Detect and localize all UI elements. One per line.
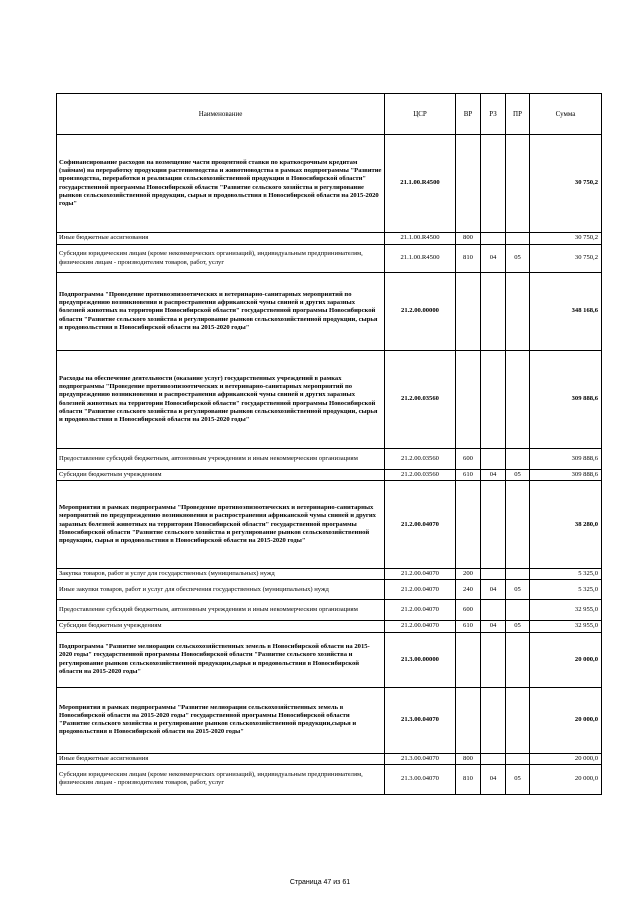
- row-name: Субсидии бюджетным учреждениям: [57, 470, 385, 481]
- row-csr: 21.1.00.R4500: [385, 135, 456, 233]
- row-name: Софинансирование расходов на возмещение части процентной ставки по краткосрочным кредитам (займам) на переработку продукции растениеводства и животноводства в рамках подпрограммы "Развитие производства, переработки и реализации сельскохозяйственной продукции в Новосибирской области" государственной программы Новосибирской области "Развитие сельского хозяйства и регулирование рынков сельскохозяйственной продукции, сырья и продовольствия в Новосибирской области на 2015-2020 годы": [57, 135, 385, 233]
- table-row: [57, 764, 602, 794]
- row-pr: 05: [506, 470, 530, 481]
- row-csr: 21.3.00.04070: [385, 764, 456, 794]
- page-number: Страница 47 из 61: [289, 879, 351, 886]
- row-vr: [456, 273, 481, 351]
- row-rz: 04: [481, 580, 506, 600]
- row-name: Предоставление субсидий бюджетным, автономным учреждениям и иным некоммерческим организациям: [57, 449, 385, 470]
- row-vr: 800: [456, 233, 481, 245]
- row-pr: [506, 135, 530, 233]
- row-pr: [506, 351, 530, 449]
- row-pr: [506, 632, 530, 687]
- header-pr: ПР: [506, 94, 530, 135]
- row-sum: 348 168,6: [530, 273, 602, 351]
- row-csr: 21.3.00.00000: [385, 632, 456, 687]
- row-vr: [456, 351, 481, 449]
- row-sum: 30 750,2: [530, 135, 602, 233]
- table-row: [57, 233, 602, 245]
- row-vr: 810: [456, 245, 481, 273]
- row-name: Подпрограмма "Развитие мелиорации сельскохозяйственных земель в Новосибирской области на 2015-2020 годы" государственной программы Новосибирской области "Развитие сельского хозяйства и регулирование рынков сельскохозяйственной продукции,сырья и продовольствия в Новосибирской области на 2015-2020 годы": [57, 632, 385, 687]
- row-sum: 20 000,0: [530, 753, 602, 764]
- row-name: Мероприятия в рамках подпрограммы "Развитие мелиорации сельскохозяйственных земель в Новосибирской области на 2015-2020 годы" государственной программы Новосибирской области "Развитие сельского хозяйства и регулирование рынков сельскохозяйственной продукции,сырья и продовольствия в Новосибирской области на 2015-2020 годы": [57, 687, 385, 753]
- row-pr: [506, 233, 530, 245]
- row-sum: 30 750,2: [530, 233, 602, 245]
- row-rz: [481, 351, 506, 449]
- row-rz: 04: [481, 470, 506, 481]
- row-name: Закупка товаров, работ и услуг для государственных (муниципальных) нужд: [57, 569, 385, 580]
- header-vr: ВР: [456, 94, 481, 135]
- row-pr: 05: [506, 621, 530, 632]
- header-sum: Сумма: [530, 94, 602, 135]
- row-sum: 32 955,0: [530, 621, 602, 632]
- table-row: [57, 621, 602, 632]
- table-row: [57, 481, 602, 569]
- row-rz: [481, 233, 506, 245]
- row-name: Субсидии юридическим лицам (кроме некоммерческих организаций), индивидуальным предпринимателям, физическим лицам - производителям товаров, работ, услуг: [57, 245, 385, 273]
- row-rz: [481, 569, 506, 580]
- table-row: [57, 753, 602, 764]
- row-vr: [456, 135, 481, 233]
- row-csr: 21.2.00.04070: [385, 580, 456, 600]
- table-row: [57, 135, 602, 233]
- row-pr: 05: [506, 245, 530, 273]
- row-sum: 309 888,6: [530, 470, 602, 481]
- row-name: Субсидии бюджетным учреждениям: [57, 621, 385, 632]
- row-name: Подпрограмма "Проведение противоэпизоотических и ветеринарно-санитарных мероприятий по предупреждению возникновения и распространения африканской чумы свиней и других заразных болезней животных на территории Новосибирской области" государственной программы Новосибирской области "Развитие сельского хозяйства и регулирование рынков сельскохозяйственной продукции, сырья и продовольствия в Новосибирской области на 2015-2020 годы": [57, 273, 385, 351]
- row-vr: [456, 632, 481, 687]
- row-name: Иные закупки товаров, работ и услуг для обеспечения государственных (муниципальных) нужд: [57, 580, 385, 600]
- row-csr: 21.2.00.00000: [385, 273, 456, 351]
- table-row: [57, 470, 602, 481]
- table-body: [57, 135, 602, 795]
- table-row: [57, 632, 602, 687]
- table-row: [57, 273, 602, 351]
- row-csr: 21.3.00.04070: [385, 687, 456, 753]
- row-vr: 600: [456, 600, 481, 621]
- row-rz: [481, 687, 506, 753]
- row-vr: [456, 481, 481, 569]
- row-sum: 20 000,0: [530, 764, 602, 794]
- table-row: [57, 569, 602, 580]
- row-vr: 600: [456, 449, 481, 470]
- row-rz: 04: [481, 621, 506, 632]
- row-rz: [481, 481, 506, 569]
- row-sum: 20 000,0: [530, 687, 602, 753]
- row-sum: 32 955,0: [530, 600, 602, 621]
- row-csr: 21.1.00.R4500: [385, 233, 456, 245]
- row-csr: 21.2.00.04070: [385, 600, 456, 621]
- header-rz: РЗ: [481, 94, 506, 135]
- table-row: [57, 600, 602, 621]
- row-vr: 610: [456, 621, 481, 632]
- row-csr: 21.2.00.04070: [385, 621, 456, 632]
- row-sum: 20 000,0: [530, 632, 602, 687]
- row-rz: [481, 753, 506, 764]
- row-sum: 5 325,0: [530, 569, 602, 580]
- row-csr: 21.1.00.R4500: [385, 245, 456, 273]
- row-name: Субсидии юридическим лицам (кроме некоммерческих организаций), индивидуальным предпринимателям, физическим лицам - производителям товаров, работ, услуг: [57, 764, 385, 794]
- row-vr: [456, 687, 481, 753]
- row-vr: 800: [456, 753, 481, 764]
- row-csr: 21.2.00.03560: [385, 470, 456, 481]
- row-rz: 04: [481, 245, 506, 273]
- row-pr: [506, 449, 530, 470]
- row-pr: [506, 481, 530, 569]
- row-pr: [506, 569, 530, 580]
- table-row: [57, 245, 602, 273]
- row-pr: [506, 273, 530, 351]
- row-csr: 21.2.00.03560: [385, 351, 456, 449]
- row-vr: 810: [456, 764, 481, 794]
- row-rz: [481, 273, 506, 351]
- row-name: Расходы на обеспечение деятельности (оказание услуг) государственных учреждений в рамках подпрограммы "Проведение противоэпизоотических и ветеринарно-санитарных мероприятий по предупреждению возникновения и распространения африканской чумы свиней и других заразных болезней животных на территории Новосибирской области" государственной программы Новосибирской области "Развитие сельского хозяйства и регулирование рынков сельскохозяйственной продукции, сырья и продовольствия в Новосибирской области на 2015-2020 годы": [57, 351, 385, 449]
- row-vr: 200: [456, 569, 481, 580]
- row-rz: [481, 600, 506, 621]
- budget-table: [56, 93, 602, 795]
- row-name: Предоставление субсидий бюджетным, автономным учреждениям и иным некоммерческим организациям: [57, 600, 385, 621]
- row-sum: 309 888,6: [530, 449, 602, 470]
- row-csr: 21.2.00.04070: [385, 481, 456, 569]
- row-csr: 21.2.00.04070: [385, 569, 456, 580]
- row-vr: 610: [456, 470, 481, 481]
- row-name: Иные бюджетные ассигнования: [57, 233, 385, 245]
- row-pr: 05: [506, 580, 530, 600]
- header-name: Наименование: [57, 94, 385, 135]
- row-csr: 21.2.00.03560: [385, 449, 456, 470]
- row-pr: [506, 753, 530, 764]
- row-sum: 30 750,2: [530, 245, 602, 273]
- row-sum: 309 888,6: [530, 351, 602, 449]
- table-row: [57, 449, 602, 470]
- row-name: Мероприятия в рамках подпрограммы "Проведение противоэпизоотических и ветеринарно-санитарных мероприятий по предупреждению возникновения и распространения африканской чумы свиней и других заразных болезней животных на территории Новосибирской области" государственной программы Новосибирской области "Развитие сельского хозяйства и регулирование рынков сельскохозяйственной продукции, сырья и продовольствия в Новосибирской области на 2015-2020 годы": [57, 481, 385, 569]
- table-header-row: [57, 94, 602, 135]
- table-row: [57, 580, 602, 600]
- header-csr: ЦСР: [385, 94, 456, 135]
- row-rz: [481, 449, 506, 470]
- row-name: Иные бюджетные ассигнования: [57, 753, 385, 764]
- row-rz: [481, 135, 506, 233]
- row-sum: 38 280,0: [530, 481, 602, 569]
- row-sum: 5 325,0: [530, 580, 602, 600]
- row-rz: [481, 632, 506, 687]
- row-pr: [506, 687, 530, 753]
- row-pr: 05: [506, 764, 530, 794]
- row-pr: [506, 600, 530, 621]
- row-vr: 240: [456, 580, 481, 600]
- table-row: [57, 687, 602, 753]
- table-row: [57, 351, 602, 449]
- row-csr: 21.3.00.04070: [385, 753, 456, 764]
- row-rz: 04: [481, 764, 506, 794]
